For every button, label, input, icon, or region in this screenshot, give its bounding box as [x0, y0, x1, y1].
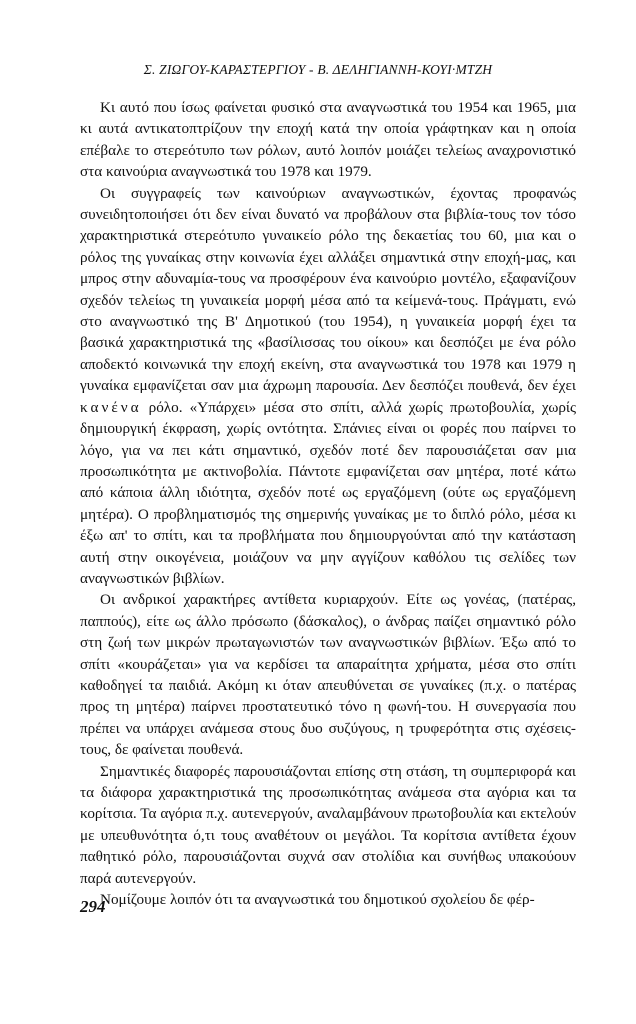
body-text [80, 97, 576, 910]
paragraph-2-part-a: Οι συγγραφείς των καινούριων αναγνωστικών, έχοντας προφανώς συνειδητοποιήσει ότι δεν είναι δυνατό να προβάλουν στα βιβλία-τους τον τόσο χαρακτηριστικά στερεότυπο γυναικείο ρόλο της δεκαετίας του 60, μια και ο ρόλος της γυναίκας στην κοινωνία έχει αλλάξει σημαντικά στην εποχή-μας, και μπρος στην αδυναμία-τους να προσφέρουν ένα καινούριο μοντέλο, εξαφανίζουν σχεδόν τελείως τη γυναικεία μορφή μέσα από τα κείμενά-τους. Πράγματι, ενώ στο αναγνωστικό της Β' Δημοτικού (του 1954), η γυναικεία μορφή έχει τα βασικά χαρακτηριστικά της «βασίλισσας του οίκου» και δεσπόζει με ένα ρόλο αποδεκτό κοινωνικά την εποχή εκείνη, στα αναγνωστικά του 1978 και 1979 η γυναίκα εμφανίζεται σαν μια άχρωμη παρουσία. Δεν δεσπόζει πουθενά, δεν έχει [80, 184, 576, 395]
paragraph-3: Οι ανδρικοί χαρακτήρες αντίθετα κυριαρχούν. Είτε ως γονέας, (πατέρας, παππούς), είτε ως άλλο πρόσωπο (δάσκαλος), ο άνδρας παίζει σημαντικό ρόλο στη ζωή των μικρών πρωταγωνιστών των αναγνωστικών βιβλίων. Έξω από το σπίτι «κουράζεται» για να κερδίσει τα απαραίτητα χρήματα, μέσα στο σπίτι καθοδηγεί τα παιδιά. Ακόμη κι όταν απευθύνεται σε γυναίκες (π.χ. ο πατέρας προς τη μητέρα) παίρνει προστατευτικό τόνο η φωνή-του. Η συνεργασία που πρέπει να υπάρχει ανάμεσα στους δυο συζύγους, η τρυφερότητα στις σχέσεις-τους, δε φαίνεται πουθενά. [80, 591, 576, 759]
paragraph-4: Σημαντικές διαφορές παρουσιάζονται επίσης στη στάση, τη συμπεριφορά και τα διάφορα χαρακτηριστικά της προσωπικότητας ανάμεσα στα αγόρια και τα κορίτσια. Τα αγόρια π.χ. αυτενεργούν, αναλαμβάνουν πρωτοβουλία και εκτελούν με υπευθυνότητα ό,τι τους αναθέτουν οι μεγάλοι. Τα κορίτσια αντίθετα έχουν παθητικό ρόλο, παρουσιάζονται συχνά σαν στολίδια και συνήθως υπακούουν παρά αυτενεργούν. [80, 762, 576, 887]
paragraph-2 [80, 183, 576, 590]
paragraph-1: Κι αυτό που ίσως φαίνεται φυσικό στα αναγνωστικά του 1954 και 1965, μια κι αυτά αντικατοπτρίζουν την εποχή κατά την οποία γράφτηκαν και η οποία επέβαλε το στερεότυπο των ρόλων, αυτό λοιπόν μοιάζει τελείως αναχρονιστικό στα καινούρια αναγνωστικά του 1978 και 1979. [80, 99, 576, 181]
paragraph-5: Νομίζουμε λοιπόν ότι τα αναγνωστικά του δημοτικού σχολείου δε φέρ- [100, 891, 535, 909]
emphasized-word: κανένα [80, 398, 142, 416]
paragraph-2-part-b: ρόλο. «Υπάρχει» μέσα στο σπίτι, αλλά χωρίς πρωτοβουλία, χωρίς δημιουργική έκφραση, χωρίς οντότητα. Σπάνιες είναι οι φορές που παίρνει το λόγο, για να πει κάτι σημαντικό, σχεδόν ποτέ δεν παρουσιάζεται σαν μια προσωπικότητα με ακτινοβολία. Πάντοτε εμφανίζεται σαν μητέρα, ποτέ κάτω από κάποια άλλη ιδιότητα, σχεδόν ποτέ ως εργαζόμενη (ούτε ως εργαζόμενη μητέρα). Ο προβληματισμός της σημερινής γυναίκας με το διπλό ρόλο, μέσα κι έξω απ' το σπίτι, και τα προβλήματα που δημιουργούνται από την κατάσταση αυτή στην οικογένεια, μοιάζουν να μην αγγίζουν καθόλου τις σελίδες των αναγνωστικών βιβλίων. [80, 398, 576, 587]
running-header: Σ. ΖΙΩΓΟΥ-ΚΑΡΑΣΤΕΡΓΙΟΥ - Β. ΔΕΛΗΓΙΑΝΝΗ-ΚΟΥΙ·ΜΤΖΗ [143, 62, 493, 77]
page-number: 294 [80, 897, 106, 916]
